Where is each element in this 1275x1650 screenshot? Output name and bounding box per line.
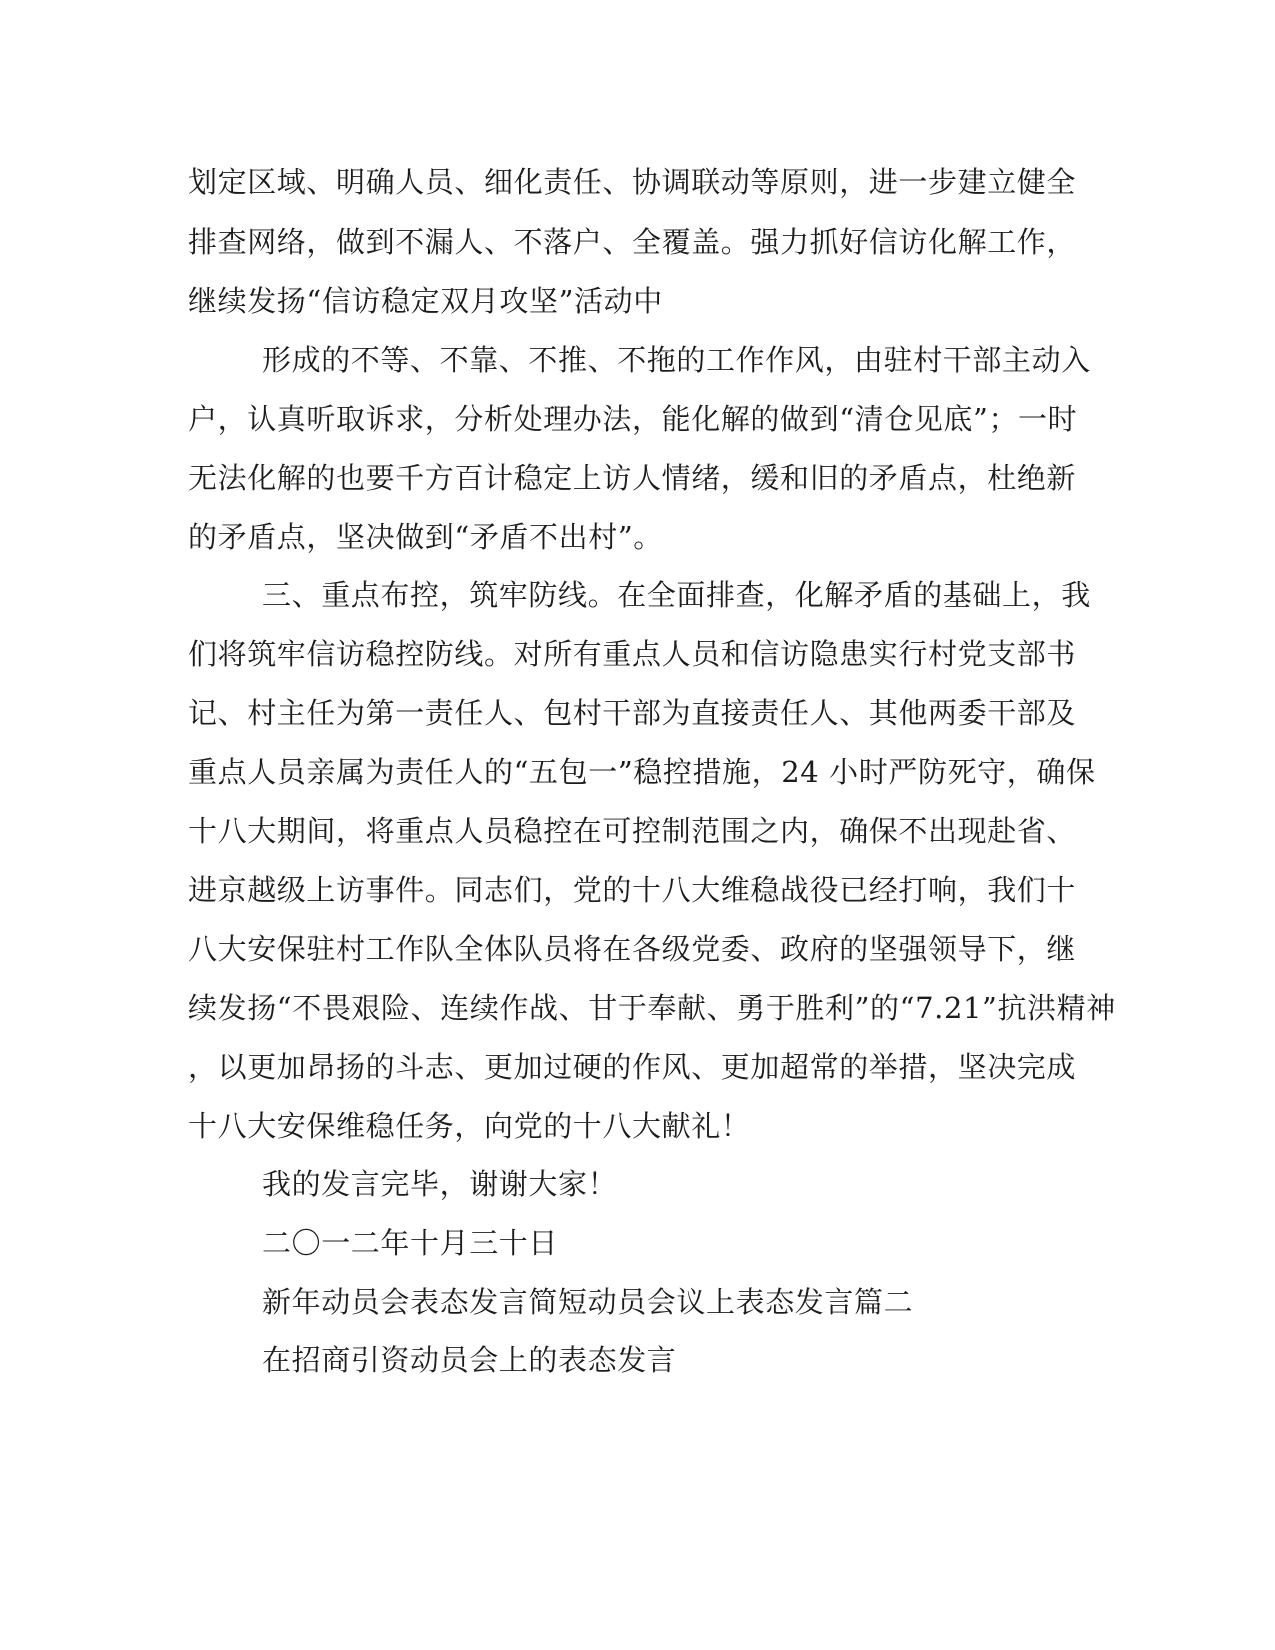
text-line: 继续发扬“信访稳定双月攻坚”活动中 bbox=[188, 284, 663, 318]
text-line: 十八大期间，将重点人员稳控在可控制范围之内，确保不出现赴省、 bbox=[188, 814, 1077, 848]
section-title: 新年动员会表态发言简短动员会议上表态发言篇二 bbox=[262, 1285, 914, 1319]
text-line: 记、村主任为第一责任人、包村干部为直接责任人、其他两委干部及 bbox=[188, 696, 1077, 730]
text-line: 重点人员亲属为责任人的“五包一”稳控措施，24 小时严防死守，确保 bbox=[188, 755, 1096, 789]
text-line: 进京越级上访事件。同志们，党的十八大维稳战役已经打响，我们十 bbox=[188, 873, 1077, 907]
text-line: 形成的不等、不靠、不推、不拖的工作作风，由驻村干部主动入 bbox=[262, 343, 1091, 377]
text-line: ，以更加昂扬的斗志、更加过硬的作风、更加超常的举措，坚决完成 bbox=[188, 1050, 1077, 1084]
speech-title: 在招商引资动员会上的表态发言 bbox=[262, 1343, 677, 1377]
text-line: 续发扬“不畏艰险、连续作战、甘于奉献、勇于胜利”的“7.21”抗洪精神 bbox=[188, 991, 1116, 1025]
text-line: 们将筑牢信访稳控防线。对所有重点人员和信访隐患实行村党支部书 bbox=[188, 637, 1077, 671]
text-line: 八大安保驻村工作队全体队员将在各级党委、政府的坚强领导下，继 bbox=[188, 932, 1077, 966]
text-line: 十八大安保维稳任务，向党的十八大献礼！ bbox=[188, 1109, 751, 1143]
date-line: 二〇一二年十月三十日 bbox=[262, 1226, 559, 1260]
text-line: 排查网络，做到不漏人、不落户、全覆盖。强力抓好信访化解工作， bbox=[188, 225, 1077, 259]
closing-remark: 我的发言完毕，谢谢大家！ bbox=[262, 1167, 618, 1201]
text-line: 的矛盾点，坚决做到“矛盾不出村”。 bbox=[188, 520, 663, 554]
text-line: 划定区域、明确人员、细化责任、协调联动等原则，进一步建立健全 bbox=[188, 165, 1077, 199]
text-line: 无法化解的也要千方百计稳定上访人情绪，缓和旧的矛盾点，杜绝新 bbox=[188, 461, 1077, 495]
text-line: 三、重点布控，筑牢防线。在全面排查，化解矛盾的基础上，我 bbox=[262, 578, 1091, 612]
text-line: 户，认真听取诉求，分析处理办法，能化解的做到“清仓见底”；一时 bbox=[188, 402, 1078, 436]
